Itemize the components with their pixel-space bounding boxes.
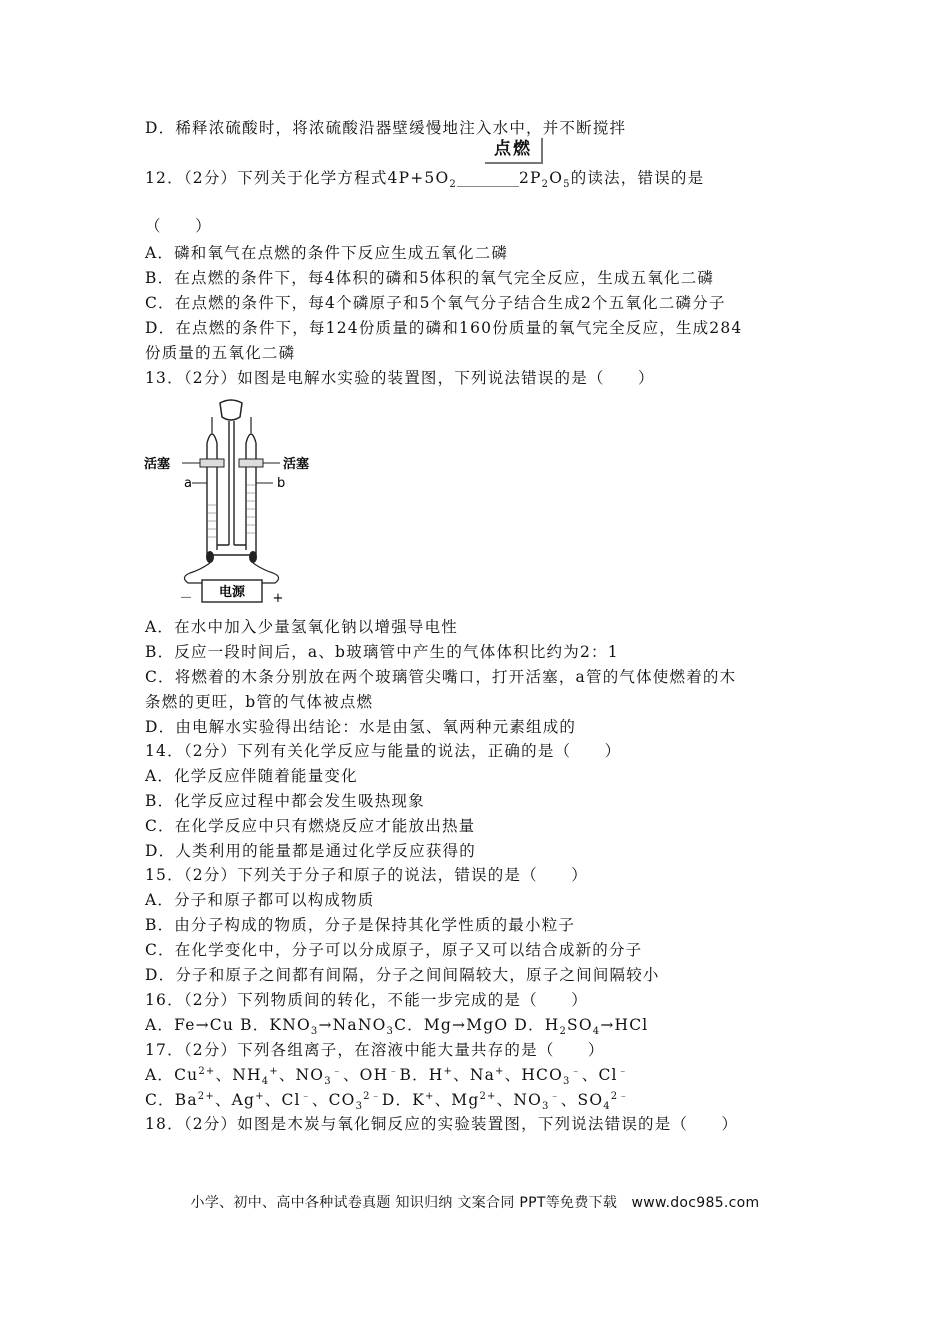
question-16: 16．（2分）下列物质间的转化，不能一步完成的是（ ）: [145, 991, 588, 1009]
option-15c: C．在化学变化中，分子可以分成原子，原子又可以结合成新的分子: [145, 941, 643, 959]
reaction-condition: 点燃: [485, 138, 543, 164]
question-12: 12．（2分）下列关于化学方程式$4P+5O_2$ $2P_2O_5$的读法，错误的是: [145, 169, 705, 191]
option-13b: B．反应一段时间后，a、b玻璃管中产生的气体体积比约为2：1: [145, 643, 619, 661]
options-17ab: A．$Cu^{2+}$、$NH_4^+$、$NO_3^﹣$、OH﹣B．H+、Na+、$HCO_3^﹣$、Cl﹣: [145, 1065, 629, 1088]
tube-a: [207, 434, 217, 550]
question-18: 18．（2分）如图是木炭与氧化铜反应的实验装置图，下列说法错误的是（ ）: [145, 1115, 739, 1133]
question-15: 15．（2分）下列关于分子和原子的说法，错误的是（ ）: [145, 866, 588, 884]
question-14: 14．（2分）下列有关化学反应与能量的说法，正确的是（ ）: [145, 742, 622, 760]
electrode-right: [249, 551, 257, 563]
electrode-left: [206, 551, 214, 563]
option-14a: A．化学反应伴随着能量变化: [145, 767, 358, 785]
options-17cd: C．$Ba^{2+}$、Ag+、Cl﹣、$CO_3^{2﹣}D$．K+、$Mg^{2+}$、$NO_3^﹣$、$SO_4^{2﹣}$: [145, 1090, 630, 1113]
question-17: 17．（2分）下列各组离子，在溶液中能大量共存的是（ ）: [145, 1041, 605, 1059]
option-11d: D．稀释浓硫酸时，将浓硫酸沿器壁缓慢地注入水中，并不断搅拌: [145, 119, 627, 137]
option-13a: A．在水中加入少量氢氧化钠以增强导电性: [145, 618, 458, 636]
option-14c: C．在化学反应中只有燃烧反应才能放出热量: [145, 817, 476, 835]
question-12-paren: （ ）: [145, 217, 212, 235]
tube-a-label: a: [184, 476, 192, 491]
power-label: 电源: [218, 585, 246, 600]
option-12d: D．在点燃的条件下，每124份质量的磷和160份质量的氧气完全反应，生成284: [145, 319, 743, 337]
right-stopcock-label: 活塞: [283, 457, 310, 472]
option-12c: C．在点燃的条件下，每4个磷原子和5个氧气分子结合生成2个五氧化二磷分子: [145, 294, 726, 312]
option-13c-cont: 条燃的更旺，b管的气体被点燃: [145, 693, 374, 711]
plus-label: +: [272, 591, 284, 606]
option-14b: B．化学反应过程中都会发生吸热现象: [145, 792, 425, 810]
tube-b-label: b: [277, 476, 286, 491]
page-footer: 小学、初中、高中各种试卷真题 知识归纳 文案合同 PPT等免费下载 www.doc985.com: [190, 1195, 760, 1211]
left-stopcock: [200, 459, 224, 467]
options-16: A．Fe→Cu B．$KNO_3\to NaNO_3C$．Mg→MgO D．$H_2SO_4\to HCl$: [145, 1016, 649, 1038]
option-12a: A．磷和氧气在点燃的条件下反应生成五氧化二磷: [145, 244, 509, 262]
left-stopcock-label: 活塞: [144, 457, 171, 472]
option-14d: D．人类利用的能量都是通过化学反应获得的: [145, 842, 476, 860]
right-stopcock: [239, 459, 263, 467]
reaction-arrow: [457, 172, 519, 187]
option-13c: C．将燃着的木条分别放在两个玻璃管尖嘴口，打开活塞，a管的气体使燃着的木: [145, 668, 737, 686]
option-13d: D．由电解水实验得出结论：水是由氢、氧两种元素组成的: [145, 718, 577, 736]
option-15b: B．由分子构成的物质，分子是保持其化学性质的最小粒子: [145, 916, 576, 934]
electrolysis-apparatus-figure: [140, 395, 330, 610]
question-13: 13．（2分）如图是电解水实验的装置图，下列说法错误的是（ ）: [145, 369, 655, 387]
option-15d: D．分子和原子之间都有间隔，分子之间间隔较大，原子之间间隔较小: [145, 966, 660, 984]
option-12d-cont: 份质量的五氧化二磷: [145, 344, 296, 362]
funnel: [220, 400, 242, 420]
option-15a: A．分子和原子都可以构成物质: [145, 891, 375, 909]
minus-label: －: [179, 591, 193, 606]
option-12b: B．在点燃的条件下，每4体积的磷和5体积的氧气完全反应，生成五氧化二磷: [145, 269, 715, 287]
tube-b: [246, 434, 256, 550]
